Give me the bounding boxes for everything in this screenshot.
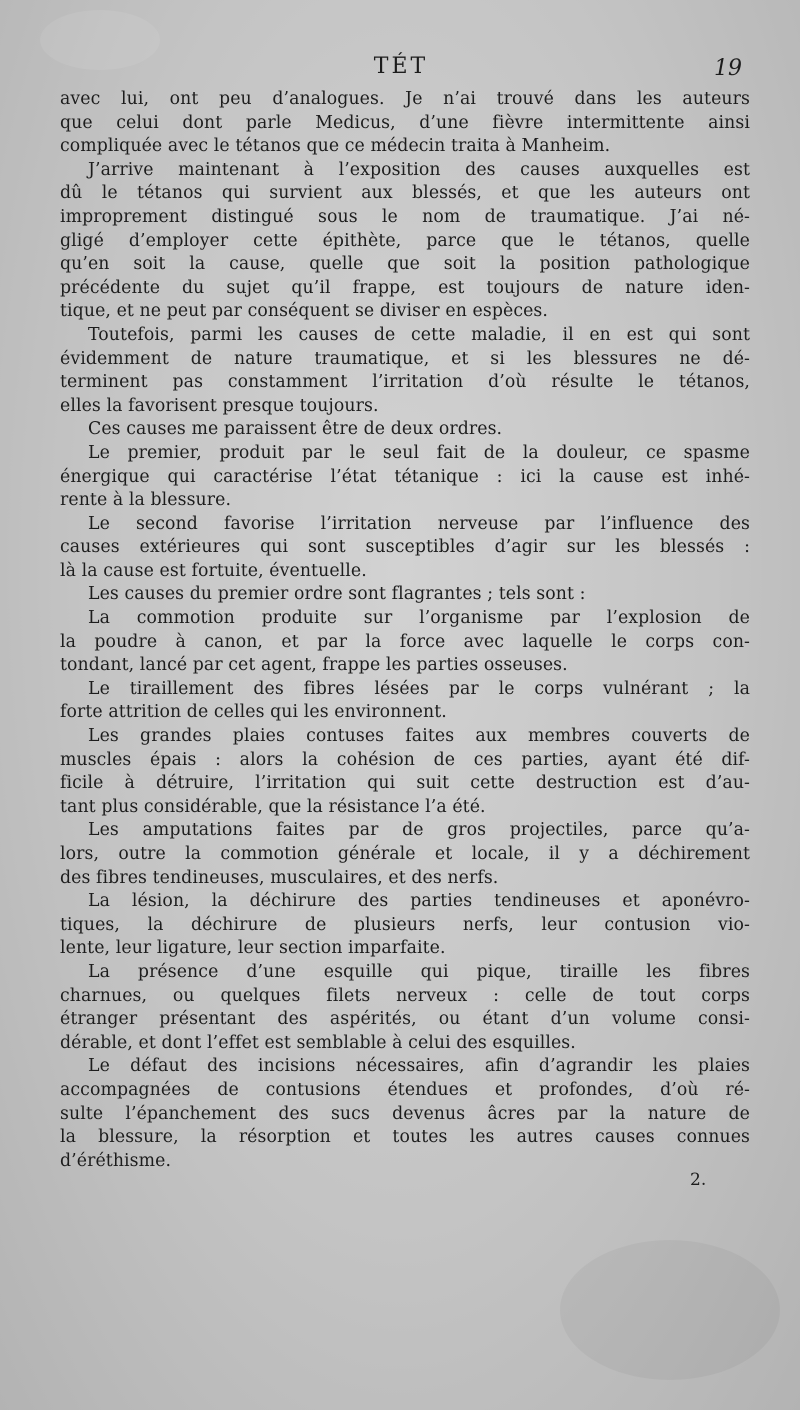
text-line: dû le tétanos qui survient aux blessés, et que les auteurs ont [60,183,750,204]
text-line: Les amputations faites par de gros projectiles, parce qu’a- [88,820,750,841]
text-line: gligé d’employer cette épithète, parce que le tétanos, quelle [60,230,750,251]
text-line: La présence d’une esquille qui pique, tiraille les fibres [88,961,750,982]
text-line: Toutefois, parmi les causes de cette maladie, il en est qui sont [88,324,750,345]
text-line: énergique qui caractérise l’état tétanique : ici la cause est inhé- [60,466,750,487]
text-line: compliquée avec le tétanos que ce médecin traita à Manheim. [60,136,611,157]
text-line: lente, leur ligature, leur section imparfaite. [60,938,446,959]
text-line: accompagnées de contusions étendues et profondes, d’où ré- [60,1079,750,1100]
text-line: La lésion, la déchirure des parties tendineuses et aponévro- [88,891,750,912]
text-line: Le tiraillement des fibres lésées par le corps vulnérant ; la [88,678,750,699]
text-line: J’arrive maintenant à l’exposition des causes auxquelles est [88,159,750,180]
text-line: la poudre à canon, et par la force avec laquelle le corps con- [60,631,750,652]
running-head: TÉT [373,54,429,79]
text-line: des fibres tendineuses, musculaires, et des nerfs. [60,867,499,888]
text-line: elles la favorisent presque toujours. [60,395,379,416]
text-line: rente à la blessure. [60,490,232,511]
signature-mark: 2. [690,1170,707,1190]
text-line: muscles épais : alors la cohésion de ces parties, ayant été dif- [60,749,750,770]
text-line: lors, outre la commotion générale et locale, il y a déchirement [60,844,750,864]
text-line: précédente du sujet qu’il frappe, est toujours de nature iden- [60,277,750,298]
text-line: évidemment de nature traumatique, et si les blessures ne dé- [60,348,750,369]
text-line: tant plus considérable, que la résistance l’a été. [60,796,486,817]
text-line: forte attrition de celles qui les environnent. [60,702,447,723]
text-line: improprement distingué sous le nom de traumatique. J’ai né- [60,206,750,227]
text-line: causes extérieures qui sont susceptibles d’agir sur les blessés : [60,537,750,558]
text-line: dérable, et dont l’effet est semblable à celui des esquilles. [60,1032,576,1053]
text-line: qu’en soit la cause, quelle que soit la position pathologique [60,254,750,275]
text-line: avec lui, ont peu d’analogues. Je n’ai trouvé dans les auteurs [60,89,750,109]
text-line: ficile à détruire, l’irritation qui suit cette destruction est d’au- [60,773,750,794]
page-number: 19 [714,56,742,81]
paper-stain [560,1240,780,1380]
text-line: sulte l’épanchement des sucs devenus âcres par la nature de [60,1103,750,1124]
text-line: Ces causes me paraissent être de deux ordres. [88,419,503,440]
text-line: terminent pas constamment l’irritation d’où résulte le tétanos, [60,372,750,393]
text-line: Les grandes plaies contuses faites aux membres couverts de [88,726,750,747]
text-line: tique, et ne peut par conséquent se diviser en espèces. [60,301,548,322]
text-line: que celui dont parle Medicus, d’une fièvre intermittente ainsi [60,112,750,133]
text-line: Les causes du premier ordre sont flagrantes ; tels sont : [88,584,586,605]
text-line: là la cause est fortuite, éventuelle. [60,560,367,581]
text-line: tondant, lancé par cet agent, frappe les parties osseuses. [60,655,568,676]
text-line: tiques, la déchirure de plusieurs nerfs, leur contusion vio- [60,914,750,935]
text-line: charnues, ou quelques filets nerveux : celle de tout corps [60,985,750,1006]
text-line: la blessure, la résorption et toutes les autres causes connues [60,1127,750,1148]
text-line: étranger présentant des aspérités, ou étant d’un volume consi- [60,1009,750,1030]
page-header [60,54,742,90]
body-text [60,88,750,1173]
text-line: Le premier, produit par le seul fait de la douleur, ce spasme [88,442,750,463]
text-line: d’éréthisme. [60,1150,172,1171]
text-line: Le second favorise l’irritation nerveuse par l’influence des [88,513,750,534]
text-line: La commotion produite sur l’organisme par l’explosion de [88,608,750,629]
text-line: Le défaut des incisions nécessaires, afin d’agrandir les plaies [88,1056,750,1077]
